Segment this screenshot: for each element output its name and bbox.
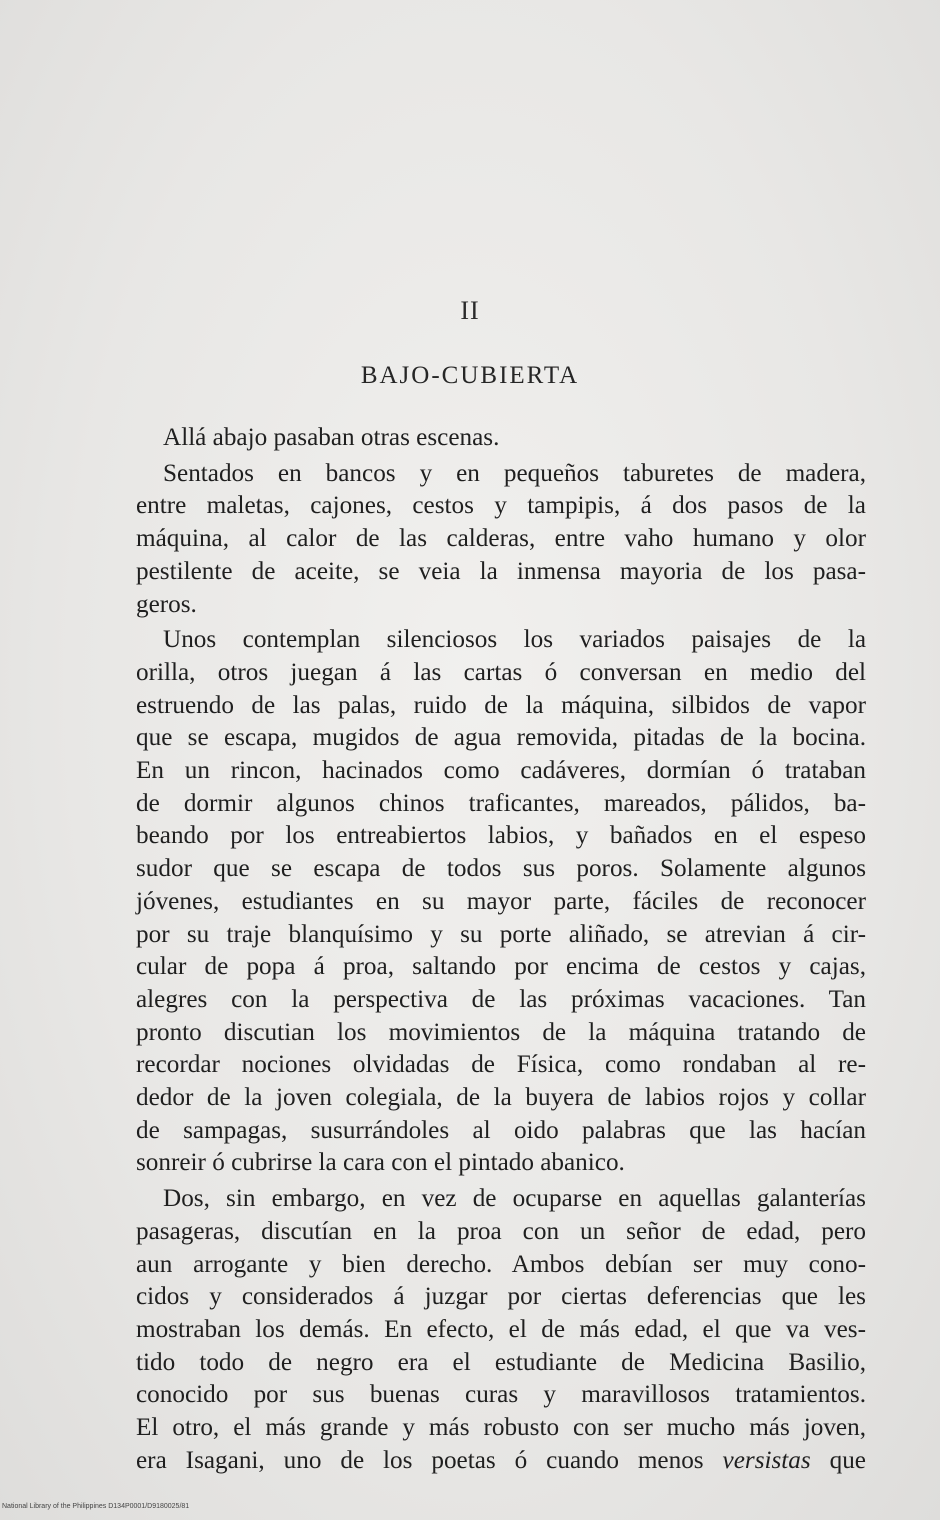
text-line: sonreir ó cubrirse la cara con el pintado abanico. — [136, 1149, 625, 1177]
footer-credit: National Library of the Philippines D134P0001/D9180025/81 — [2, 1503, 190, 1510]
text-line: entre maletas, cajones, cestos y tampipis, á dos pasos de la — [136, 492, 866, 520]
text-line: mostraban los demás. En efecto, el de más edad, el que va ves- — [136, 1315, 866, 1343]
text-line: alegres con la perspectiva de las próximas vacaciones. Tan — [136, 985, 866, 1013]
text-line: beando por los entreabiertos labios, y bañados en el espeso — [136, 822, 866, 850]
text-line: recordar nociones olvidadas de Física, como rondaban al re- — [136, 1051, 866, 1079]
text-line: máquina, al calor de las calderas, entre vaho humano y olor — [136, 525, 866, 553]
text-line: El otro, el más grande y más robusto con ser mucho más joven, — [136, 1414, 866, 1442]
text-line: cular de popa á proa, saltando por encima de cestos y cajas, — [136, 953, 866, 981]
text-line: por su traje blanquísimo y su porte aliñado, se atrevian á cir- — [136, 920, 866, 948]
text-line: conocido por sus buenas curas y maravillosos tratamientos. — [136, 1381, 866, 1409]
text-segment: era Isagani, uno de los poetas ó cuando menos — [136, 1446, 723, 1474]
text-line — [136, 1445, 866, 1478]
text-line: Allá abajo pasaban otras escenas. — [163, 424, 500, 451]
text-line: estruendo de las palas, ruido de la máquina, silbidos de vapor — [136, 691, 866, 719]
text-line: de sampagas, susurrándoles al oido palabras que las hacían — [136, 1116, 866, 1144]
text-line: orilla, otros juegan á las cartas ó conversan en medio del — [136, 658, 866, 686]
text-line: que se escapa, mugidos de agua removida, pitadas de la bocina. — [136, 724, 866, 752]
chapter-number: II — [460, 296, 480, 325]
text-line: En un rincon, hacinados como cadáveres, dormían ó trataban — [136, 757, 866, 785]
text-line: pestilente de aceite, se veia la inmensa mayoria de los pasa- — [136, 557, 866, 585]
body-text — [136, 422, 866, 1478]
text-line: de dormir algunos chinos traficantes, mareados, pálidos, ba- — [136, 789, 866, 817]
text-line: jóvenes, estudiantes en su mayor parte, fáciles de reconocer — [136, 887, 866, 915]
text-line: dedor de la joven colegiala, de la buyera de labios rojos y collar — [136, 1084, 866, 1112]
italic-word: versistas — [722, 1446, 811, 1474]
text-line: pronto discutian los movimientos de la máquina tratando de — [136, 1018, 866, 1046]
text-line: Sentados en bancos y en pequeños taburetes de madera, — [163, 459, 866, 487]
text-line: sudor que se escapa de todos sus poros. Solamente algunos — [136, 855, 866, 883]
text-line: Dos, sin embargo, en vez de ocuparse en aquellas galanterías — [163, 1185, 866, 1213]
text-line: aun arrogante y bien derecho. Ambos debían ser muy cono- — [136, 1250, 866, 1278]
text-line: cidos y considerados á juzgar por ciertas deferencias que les — [136, 1283, 866, 1311]
text-line: tido todo de negro era el estudiante de Medicina Basilio, — [136, 1348, 866, 1376]
text-line: pasageras, discutían en la proa con un señor de edad, pero — [136, 1217, 866, 1245]
text-segment: que — [810, 1446, 866, 1474]
text-line: Unos contemplan silenciosos los variados paisajes de la — [163, 626, 866, 654]
chapter-title: BAJO-CUBIERTA — [360, 362, 580, 389]
text-line: geros. — [136, 590, 197, 618]
